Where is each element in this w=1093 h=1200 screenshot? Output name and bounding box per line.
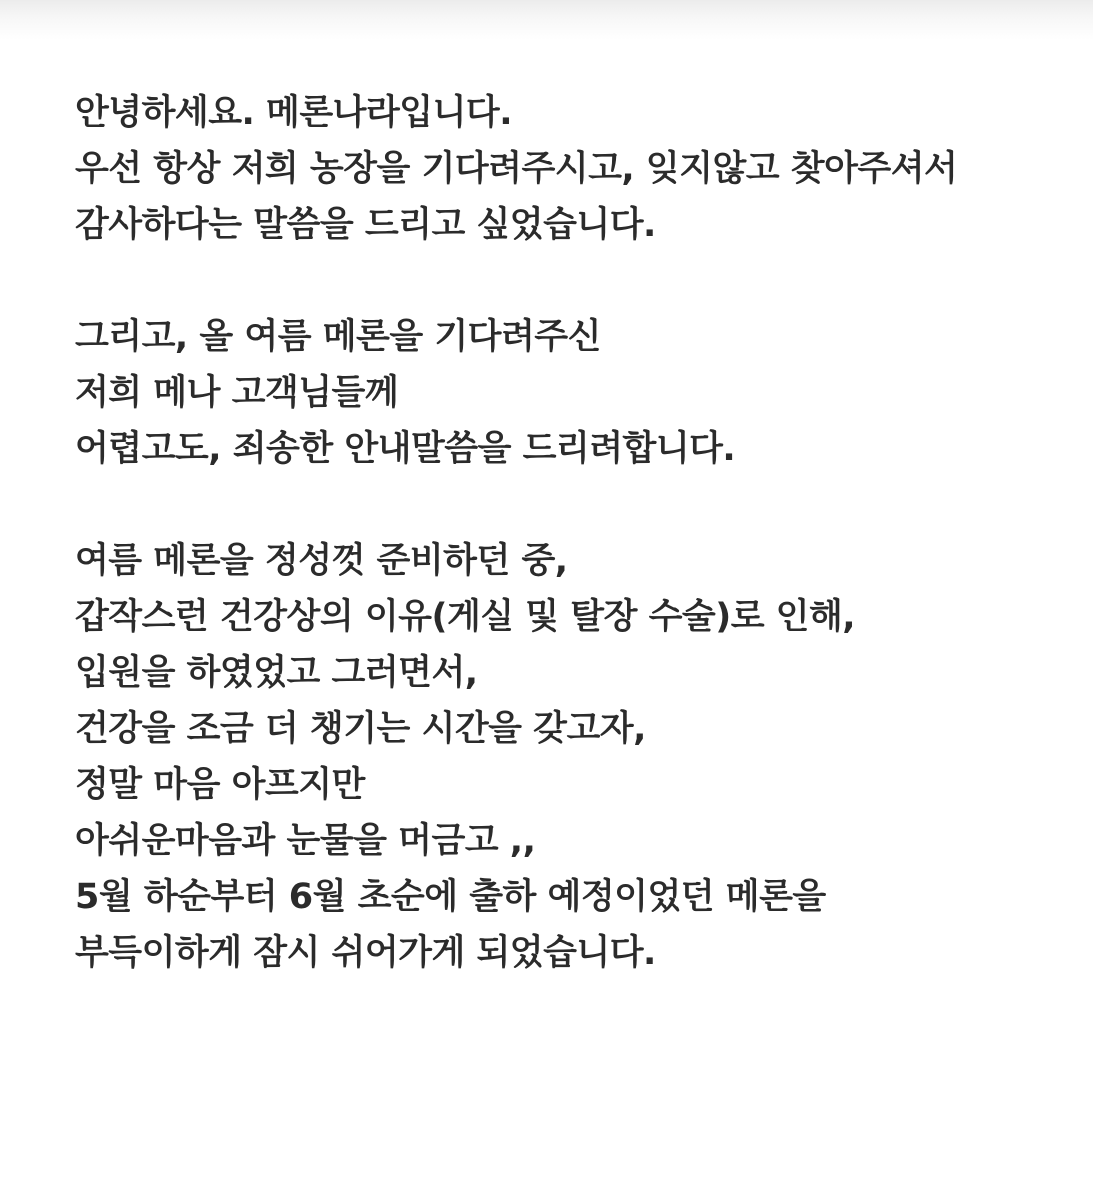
text-line: 안녕하세요. 메론나라입니다. xyxy=(75,93,512,133)
text-line: 건강을 조금 더 챙기는 시간을 갖고자, xyxy=(75,709,646,749)
paragraph-apology xyxy=(75,309,1055,477)
text-line: 우선 항상 저희 농장을 기다려주시고, 잊지않고 찾아주셔서 xyxy=(75,149,958,189)
text-line: 갑작스런 건강상의 이유(게실 및 탈장 수술)로 인해, xyxy=(75,597,856,637)
paragraph-reason xyxy=(75,533,1055,981)
paragraph-greeting xyxy=(75,85,1055,253)
text-line: 저희 메나 고객님들께 xyxy=(75,373,399,413)
paragraph-gap xyxy=(75,477,1055,533)
paragraph-gap xyxy=(75,253,1055,309)
text-line: 부득이하게 잠시 쉬어가게 되었습니다. xyxy=(75,933,656,973)
text-line: 감사하다는 말씀을 드리고 싶었습니다. xyxy=(75,205,656,245)
notice-text xyxy=(75,85,1055,981)
text-line: 입원을 하였었고 그러면서, xyxy=(75,653,478,693)
text-line: 정말 마음 아프지만 xyxy=(75,765,365,805)
text-line: 어렵고도, 죄송한 안내말씀을 드리려합니다. xyxy=(75,429,736,469)
text-line: 아쉬운마음과 눈물을 머금고 ,, xyxy=(75,821,536,861)
text-line: 그리고, 올 여름 메론을 기다려주신 xyxy=(75,317,601,357)
text-line: 5월 하순부터 6월 초순에 출하 예정이었던 메론을 xyxy=(75,877,826,917)
top-shadow xyxy=(0,0,1093,40)
text-line: 여름 메론을 정성껏 준비하던 중, xyxy=(75,541,568,581)
